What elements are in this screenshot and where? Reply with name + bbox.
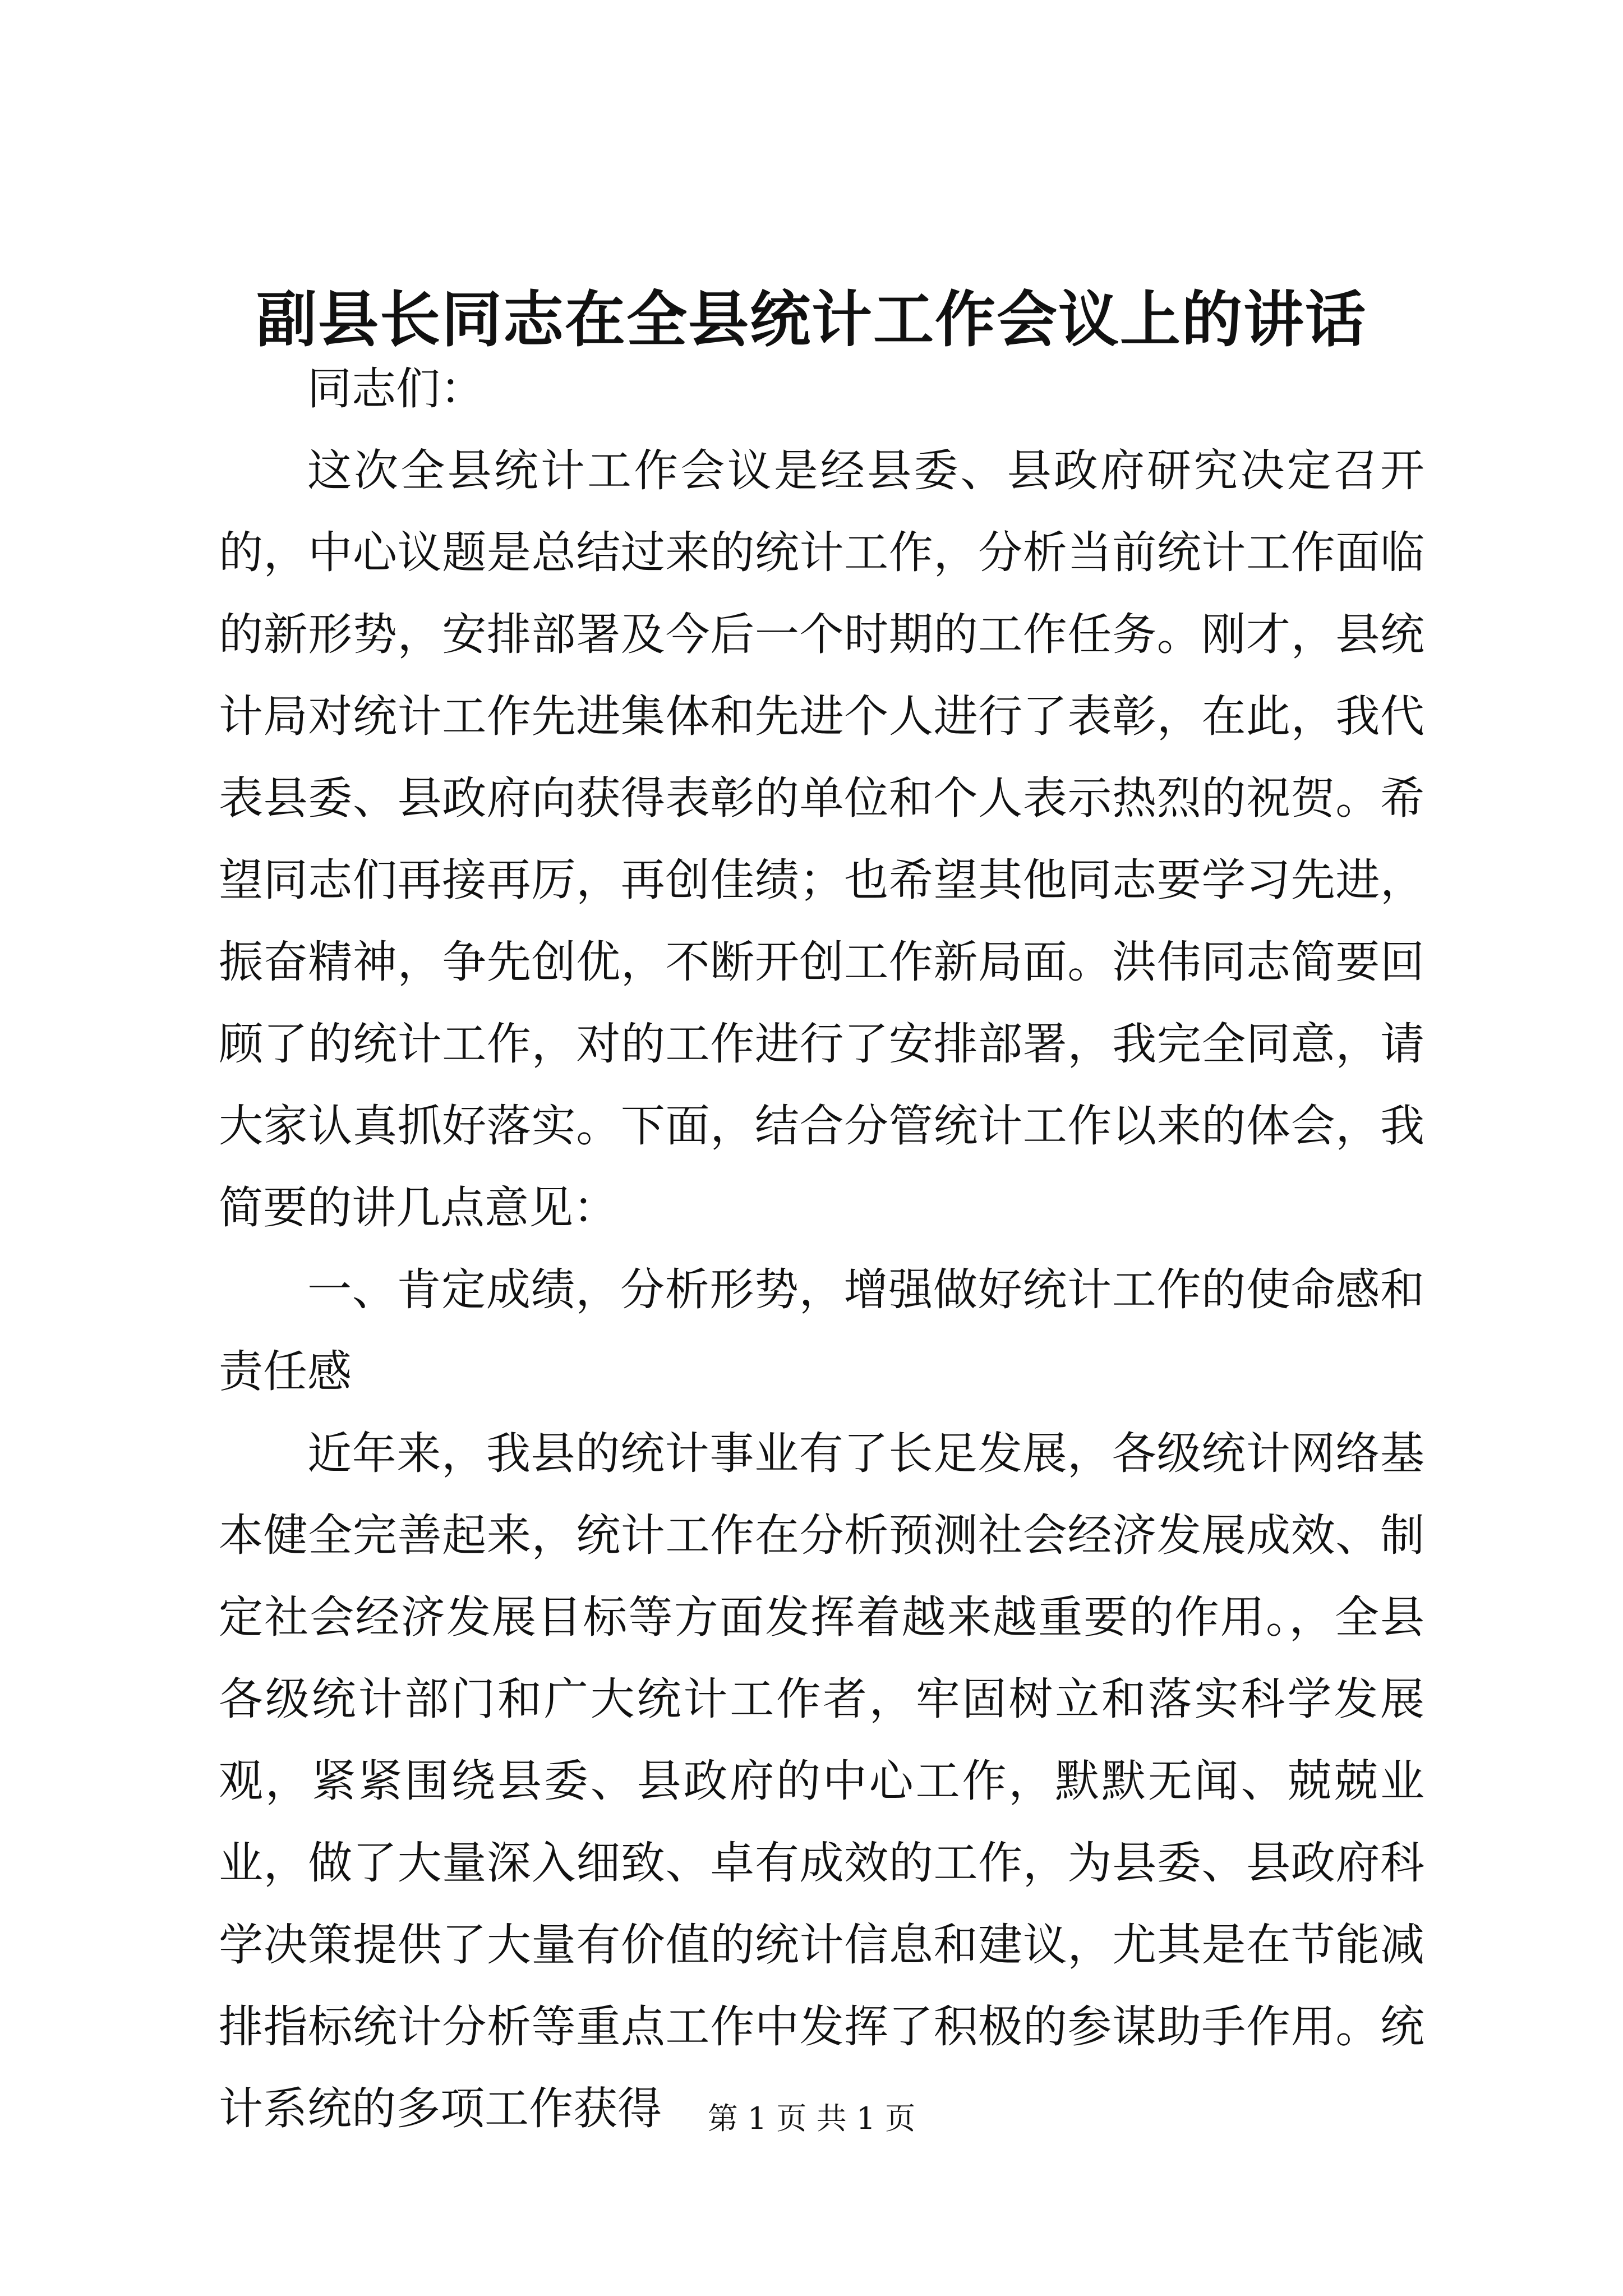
page-footer: 第 1 页 共 1 页 — [707, 2101, 916, 2136]
section-heading-1: 一、肯定成绩，分析形势，增强做好统计工作的使命感和责任感 — [219, 1264, 1424, 1397]
document-body — [219, 348, 1424, 2150]
document-title: 副县长同志在全县统计工作会议上的讲话 — [256, 284, 1367, 355]
body-paragraph-1: 这次全县统计工作会议是经县委、县政府研究决定召开的，中心议题是总结过来的统计工作，分析当前统计工作面临的新形势，安排部署及今后一个时期的工作任务。刚才，县统计局对统计工作先进集体和先进个人进行了表彰，在此，我代表县委、县政府向获得表彰的单位和个人表示热烈的祝贺。希望同志们再接再厉，再创佳绩；也希望其他同志要学习先进，振奋精神，争先创优，不断开创工作新局面。洪伟同志简要回顾了的统计工作，对的工作进行了安排部署，我完全同意，请大家认真抓好落实。下面，结合分管统计工作以来的体会，我简要的讲几点意见： — [219, 445, 1424, 1234]
body-paragraph-2: 近年来，我县的统计事业有了长足发展，各级统计网络基本健全完善起来，统计工作在分析预测社会经济发展成效、制定社会经济发展目标等方面发挥着越来越重要的作用。，全县各级统计部门和广大统计工作者，牢固树立和落实科学发展观，紧紧围绕县委、县政府的中心工作，默默无闻、兢兢业业，做了大量深入细致、卓有成效的工作，为县委、县政府科学决策提供了大量有价值的统计信息和建议，尤其是在节能减排指标统计分析等重点工作中发挥了积极的参谋助手作用。统计系统的多项工作获得 — [219, 1428, 1424, 2134]
salutation-paragraph: 同志们： — [307, 363, 485, 415]
